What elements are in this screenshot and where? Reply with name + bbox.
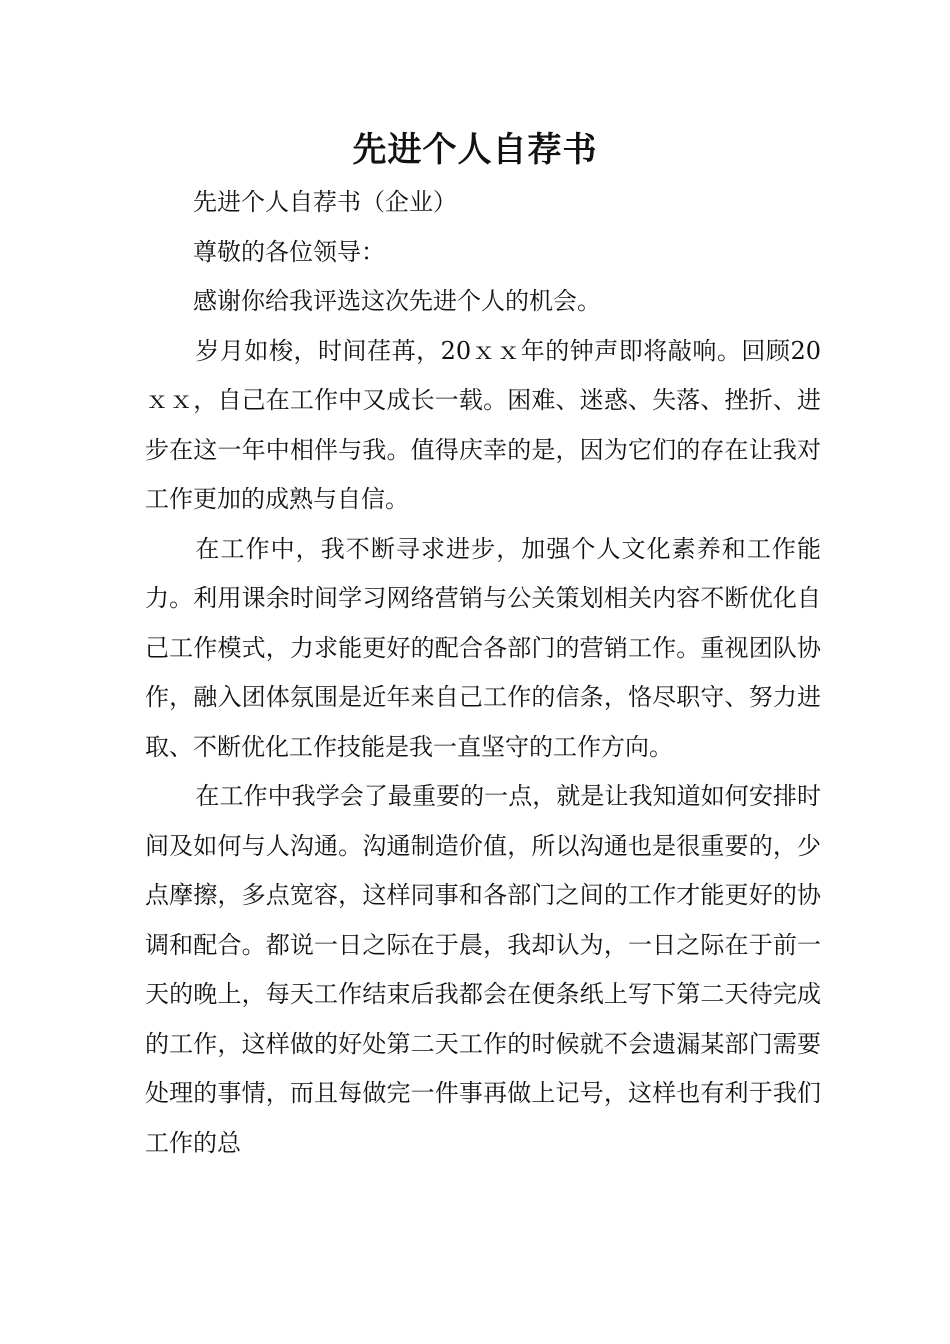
subtitle-paragraph: 先进个人自荐书（企业）: [193, 188, 457, 216]
document-title: 先进个人自荐书: [352, 130, 598, 170]
body-paragraph-1: 岁月如梭，时间荏苒，20ｘｘ年的钟声即将敲响。回顾20ｘｘ，自己在工作中又成长一载。困难、迷惑、失落、挫折、进步在这一年中相伴与我。值得庆幸的是，因为它们的存在让我对工作更加的成熟与自信。: [145, 336, 821, 513]
thanks-paragraph: 感谢你给我评选这次先进个人的机会。: [193, 287, 601, 315]
salutation-paragraph: 尊敬的各位领导：: [193, 237, 385, 266]
body-paragraph-3: 在工作中我学会了最重要的一点，就是让我知道如何安排时间及如何与人沟通。沟通制造价值，所以沟通也是很重要的，少点摩擦，多点宽容，这样同事和各部门之间的工作才能更好的协调和配合。都说一日之际在于晨，我却认为，一日之际在于前一天的晚上，每天工作结束后我都会在便条纸上写下第二天待完成的工作，这样做的好处第二天工作的时候就不会遗漏某部门需要处理的事情，而且每做完一件事再做上记号，这样也有利于我们工作的总: [145, 782, 821, 1157]
document-body: [145, 178, 821, 1168]
body-paragraph-2: 在工作中，我不断寻求进步，加强个人文化素养和工作能力。利用课余时间学习网络营销与公关策划相关内容不断优化自己工作模式，力求能更好的配合各部门的营销工作。重视团队协作，融入团体氛围是近年来自己工作的信条，恪尽职守、努力进取、不断优化工作技能是我一直坚守的工作方向。: [145, 534, 821, 761]
